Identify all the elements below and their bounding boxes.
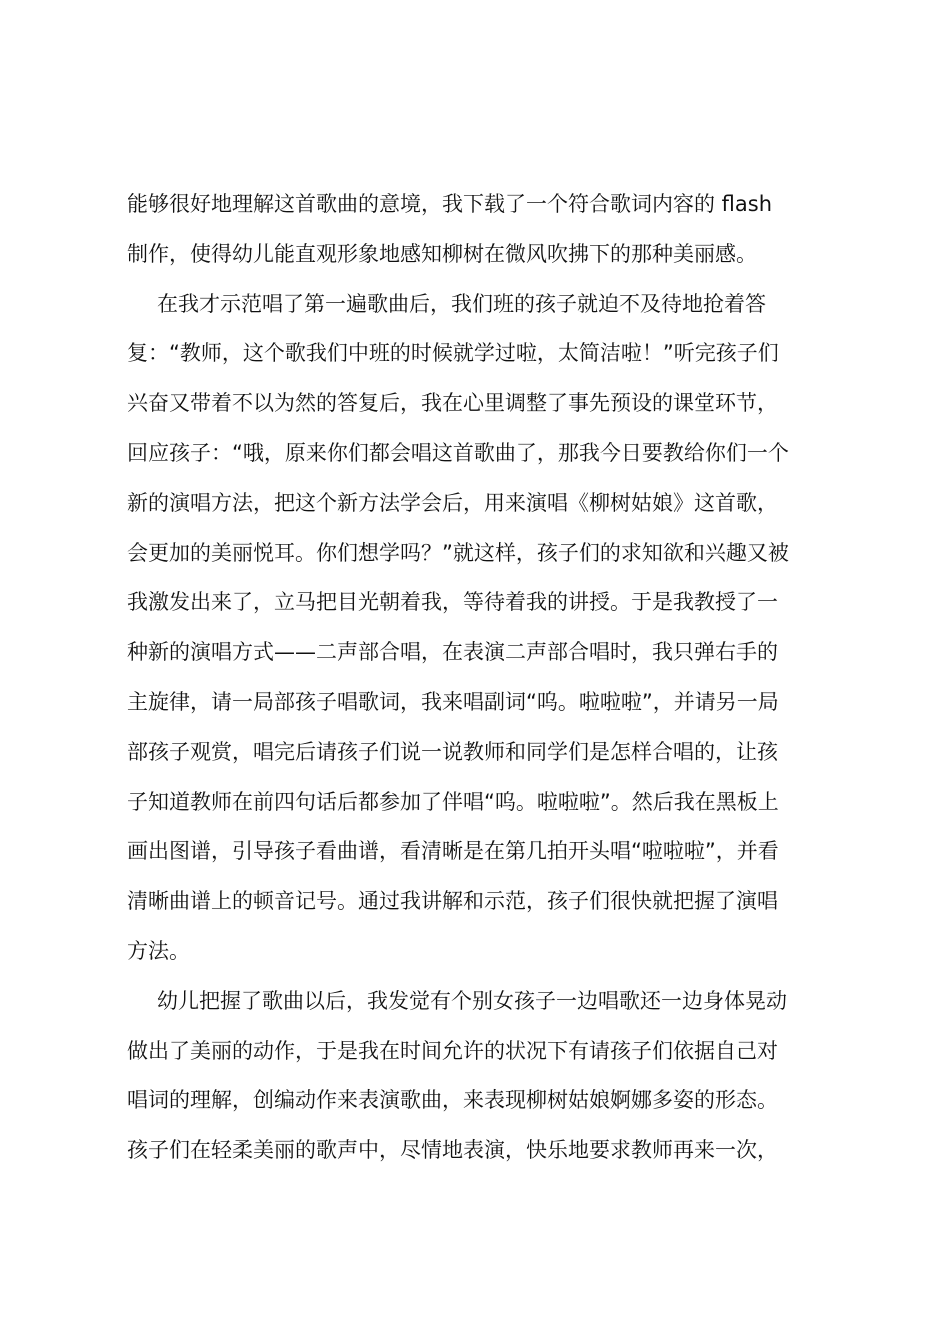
text-line: 主旋律，请一局部孩子唱歌词，我来唱副词“呜。啦啦啦”，并请另一局 [127,689,779,714]
text-line: 制作，使得幼儿能直观形象地感知柳树在微风吹拂下的那种美丽感。 [127,241,757,266]
text-line: 做出了美丽的动作，于是我在时间允许的状况下有请孩子们依据自己对 [127,1038,778,1063]
text-line: 我激发出来了，立马把目光朝着我，等待着我的讲授。于是我教授了一 [127,590,778,615]
text-line: 新的演唱方法，把这个新方法学会后，用来演唱《柳树姑娘》这首歌， [127,490,778,515]
text-line: 画出图谱，引导孩子看曲谱，看清晰是在第几拍开头唱“啦啦啦”，并看 [127,839,779,864]
text-line: 唱词的理解，创编动作来表演歌曲，来表现柳树姑娘婀娜多姿的形态。 [127,1088,778,1113]
text-line: 能够很好地理解这首歌曲的意境，我下载了一个符合歌词内容的 flash [127,192,773,216]
body-text [127,180,837,1176]
text-line: 回应孩子：“哦，原来你们都会唱这首歌曲了，那我今日要教给你们一个 [127,440,789,465]
text-line: 方法。 [127,938,190,963]
text-line: 子知道教师在前四句话后都参加了伴唱“呜。啦啦啦”。然后我在黑板上 [127,789,779,814]
text-line: 幼儿把握了歌曲以后，我发觉有个别女孩子一边唱歌还一边身体晃动 [157,988,787,1013]
text-line: 孩子们在轻柔美丽的歌声中，尽情地表演，快乐地要求教师再来一次， [127,1138,778,1163]
text-line: 在我才示范唱了第一遍歌曲后，我们班的孩子就迫不及待地抢着答 [157,291,766,316]
text-line: 复：“教师，这个歌我们中班的时候就学过啦，太简洁啦！”听完孩子们 [127,341,779,366]
text-line: 种新的演唱方式——二声部合唱，在表演二声部合唱时，我只弹右手的 [127,640,778,665]
text-line: 清晰曲谱上的顿音记号。通过我讲解和示范，孩子们很快就把握了演唱 [127,889,778,914]
text-line: 部孩子观赏，唱完后请孩子们说一说教师和同学们是怎样合唱的，让孩 [127,739,778,764]
text-line: 会更加的美丽悦耳。你们想学吗？”就这样，孩子们的求知欲和兴趣又被 [127,540,789,565]
text-line: 兴奋又带着不以为然的答复后，我在心里调整了事先预设的课堂环节， [127,391,778,416]
